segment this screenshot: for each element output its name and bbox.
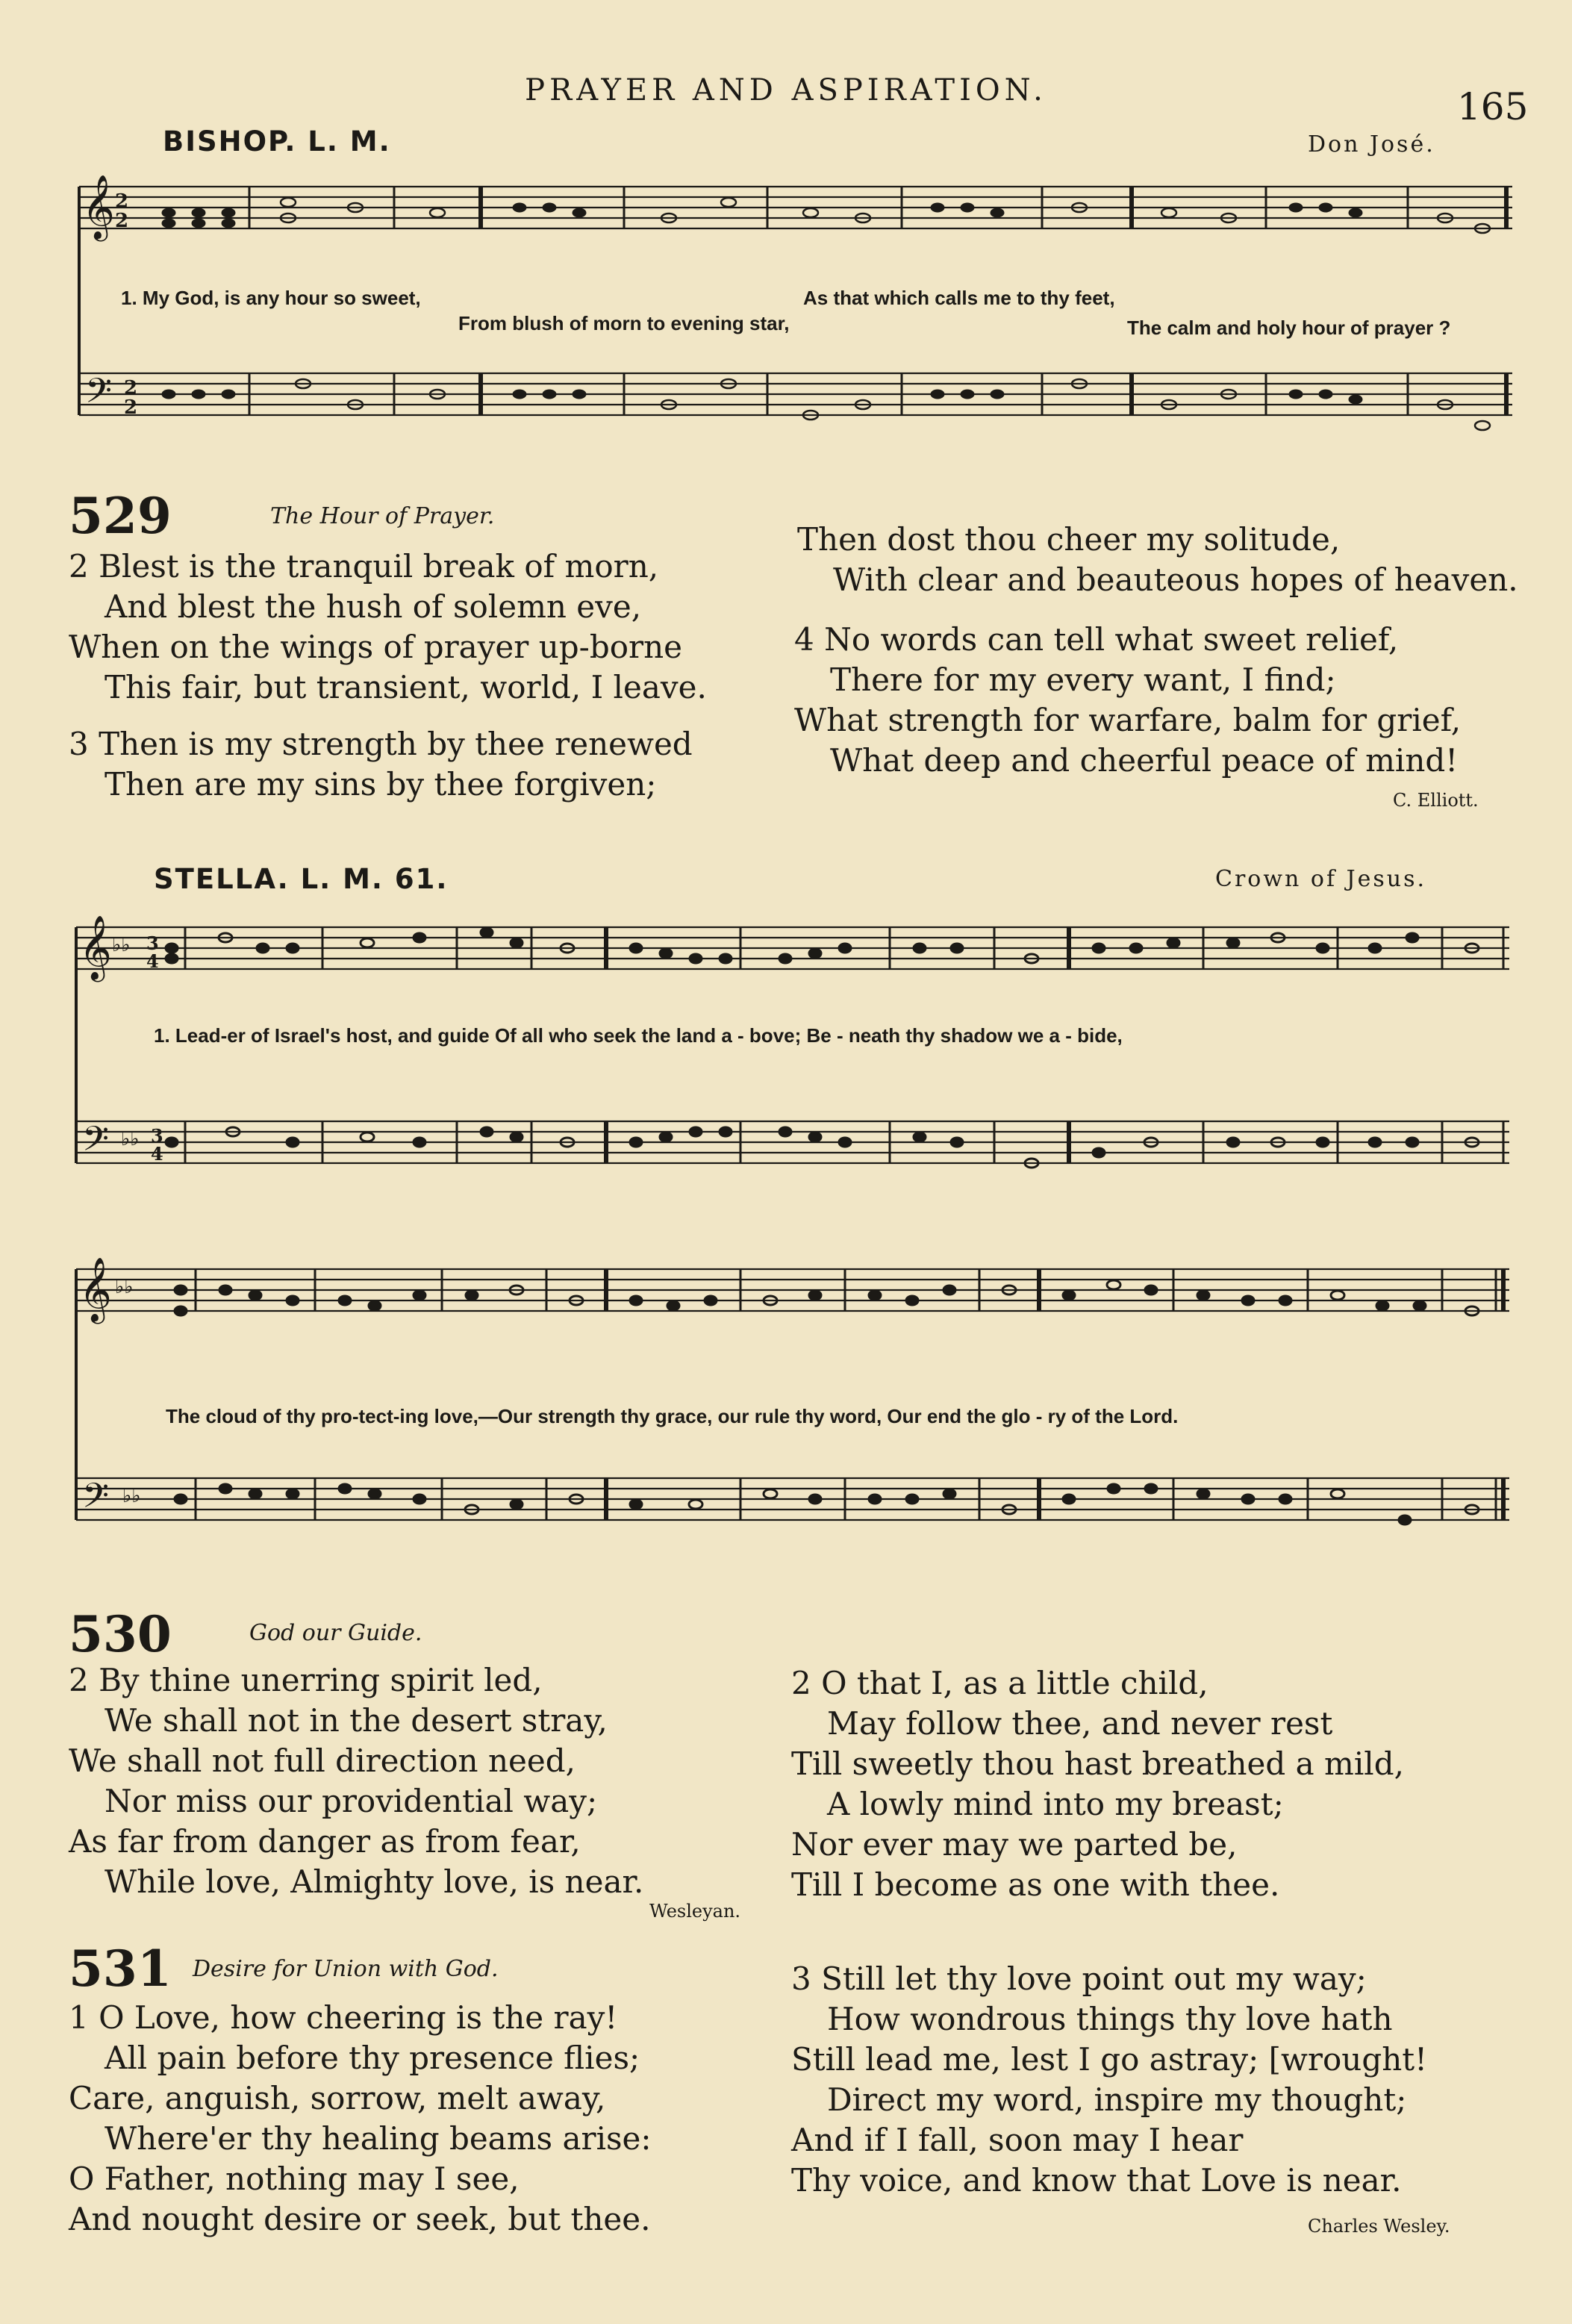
- verse-line: We shall not full direction need,: [69, 1742, 576, 1779]
- svg-text:♭♭: ♭♭: [122, 1485, 141, 1507]
- verse-line: 3 Then is my strength by thee renewed: [69, 726, 693, 762]
- stanza-531-1: [69, 1998, 652, 2240]
- verse-line: 3 Still let thy love point out my way;: [791, 1960, 1367, 1997]
- svg-text:3: 3: [146, 932, 159, 954]
- verse-line: Where'er thy healing beams arise:: [105, 2120, 652, 2157]
- hymn-title-529: The Hour of Prayer.: [270, 503, 495, 529]
- verse-line: With clear and beauteous hopes of heaven.: [833, 561, 1518, 598]
- score-stella-2: [69, 1254, 1517, 1605]
- verse-line: And if I fall, soon may I hear: [791, 2122, 1244, 2158]
- stanza-530-left: [69, 1660, 643, 1902]
- tune-name-bishop: BISHOP. L. M.: [163, 125, 391, 158]
- verse-line: This fair, but transient, world, I leave.: [105, 669, 707, 705]
- stanza-529-2: [69, 546, 707, 708]
- lyric-bishop-1a: 1. My God, is any hour so sweet,: [121, 287, 421, 309]
- hymn-number-530: 530: [69, 1605, 172, 1663]
- stanza-529-3-cont: [797, 520, 1518, 600]
- composer-bishop: Don José.: [1308, 131, 1435, 158]
- verse-line: All pain before thy presence flies;: [105, 2040, 640, 2076]
- music-system-stella-2: [69, 1254, 1517, 1605]
- lyric-stella-1: 1. Lead-er of Israel's host, and guide Of all who seek the land a - bove; Be - neath thy shadow we a - bide,: [154, 1024, 1123, 1047]
- svg-text:3: 3: [151, 1125, 163, 1147]
- attribution-531: Charles Wesley.: [1308, 2216, 1450, 2237]
- verse-line: There for my every want, I find;: [830, 661, 1336, 698]
- svg-text:𝄞: 𝄞: [82, 175, 115, 239]
- verse-line: Till sweetly thou hast breathed a mild,: [791, 1745, 1404, 1782]
- lyric-bishop-1b: As that which calls me to thy feet,: [803, 287, 1115, 309]
- hymn-title-531: Desire for Union with God.: [193, 1956, 499, 1982]
- verse-line: May follow thee, and never rest: [827, 1705, 1333, 1742]
- page-number: 165: [1457, 85, 1529, 128]
- svg-text:♭♭: ♭♭: [112, 934, 131, 956]
- verse-line: And nought desire or seek, but thee.: [69, 2201, 651, 2237]
- svg-text:2: 2: [124, 377, 138, 399]
- svg-text:4: 4: [151, 1143, 163, 1165]
- verse-line: 1 O Love, how cheering is the ray!: [69, 1999, 618, 2036]
- verse-line: Still lead me, lest I go astray; [wrought!: [791, 2041, 1428, 2078]
- score-stella-1: [69, 905, 1517, 1203]
- verse-line: Care, anguish, sorrow, melt away,: [69, 2080, 606, 2116]
- verse-line: Nor miss our providential way;: [105, 1783, 598, 1819]
- tune-name-stella: STELLA. L. M. 61.: [154, 863, 449, 895]
- verse-line: While love, Almighty love, is near.: [105, 1863, 644, 1900]
- verse-line: How wondrous things thy love hath: [827, 2001, 1393, 2037]
- verse-line: Till I become as one with thee.: [791, 1866, 1280, 1903]
- svg-text:♭♭: ♭♭: [121, 1128, 140, 1150]
- composer-stella: Crown of Jesus.: [1215, 866, 1427, 892]
- lyric-bishop-2a: From blush of morn to evening star,: [458, 312, 790, 334]
- svg-text:2: 2: [115, 210, 129, 232]
- hymn-number-531: 531: [69, 1940, 172, 1998]
- svg-text:4: 4: [146, 950, 159, 972]
- svg-text:𝄢: 𝄢: [82, 1119, 110, 1168]
- running-header: PRAYER AND ASPIRATION.: [525, 73, 1047, 108]
- verse-line: Nor ever may we parted be,: [791, 1826, 1238, 1863]
- verse-line: Thy voice, and know that Love is near.: [791, 2162, 1402, 2199]
- verse-line: We shall not in the desert stray,: [105, 1702, 608, 1739]
- verse-line: 2 Blest is the tranquil break of morn,: [69, 548, 659, 585]
- svg-text:2: 2: [124, 396, 138, 419]
- lyric-stella-2: The cloud of thy pro-tect-ing love,—Our strength thy grace, our rule thy word, Our end the glo - ry of the Lord.: [166, 1405, 1179, 1427]
- verse-line: When on the wings of prayer up-borne: [69, 629, 682, 665]
- verse-line: 2 O that I, as a little child,: [791, 1665, 1208, 1701]
- verse-line: And blest the hush of solemn eve,: [105, 588, 642, 625]
- svg-text:2: 2: [115, 190, 129, 213]
- verse-line: O Father, nothing may I see,: [69, 2161, 520, 2197]
- verse-line: A lowly mind into my breast;: [827, 1786, 1284, 1822]
- verse-line: 2 By thine unerring spirit led,: [69, 1662, 543, 1698]
- svg-text:𝄞: 𝄞: [79, 1257, 112, 1321]
- music-system-stella-1: [69, 905, 1517, 1203]
- verse-line: Then are my sins by thee forgiven;: [105, 766, 657, 803]
- verse-line: As far from danger as from fear,: [69, 1823, 581, 1860]
- stanza-531-3: [791, 1959, 1427, 2201]
- hymn-number-529: 529: [69, 487, 172, 545]
- stanza-529-3: [69, 724, 693, 805]
- lyric-bishop-2b: The calm and holy hour of prayer ?: [1127, 317, 1451, 339]
- attribution-529: C. Elliott.: [1393, 790, 1479, 811]
- attribution-530: Wesleyan.: [649, 1901, 741, 1922]
- verse-line: 4 No words can tell what sweet relief,: [794, 621, 1399, 658]
- svg-text:𝄞: 𝄞: [79, 915, 112, 979]
- svg-text:♭♭: ♭♭: [115, 1276, 134, 1298]
- verse-line: Direct my word, inspire my thought;: [827, 2081, 1407, 2118]
- stanza-529-4: [794, 620, 1461, 781]
- svg-text:𝄢: 𝄢: [85, 371, 113, 420]
- verse-line: What deep and cheerful peace of mind!: [830, 742, 1459, 779]
- verse-line: What strength for warfare, balm for grief,: [794, 702, 1462, 738]
- stanza-530-right: [791, 1663, 1404, 1905]
- hymn-title-530: God our Guide.: [249, 1620, 422, 1646]
- verse-line: Then dost thou cheer my solitude,: [797, 521, 1341, 558]
- svg-text:𝄢: 𝄢: [82, 1476, 110, 1524]
